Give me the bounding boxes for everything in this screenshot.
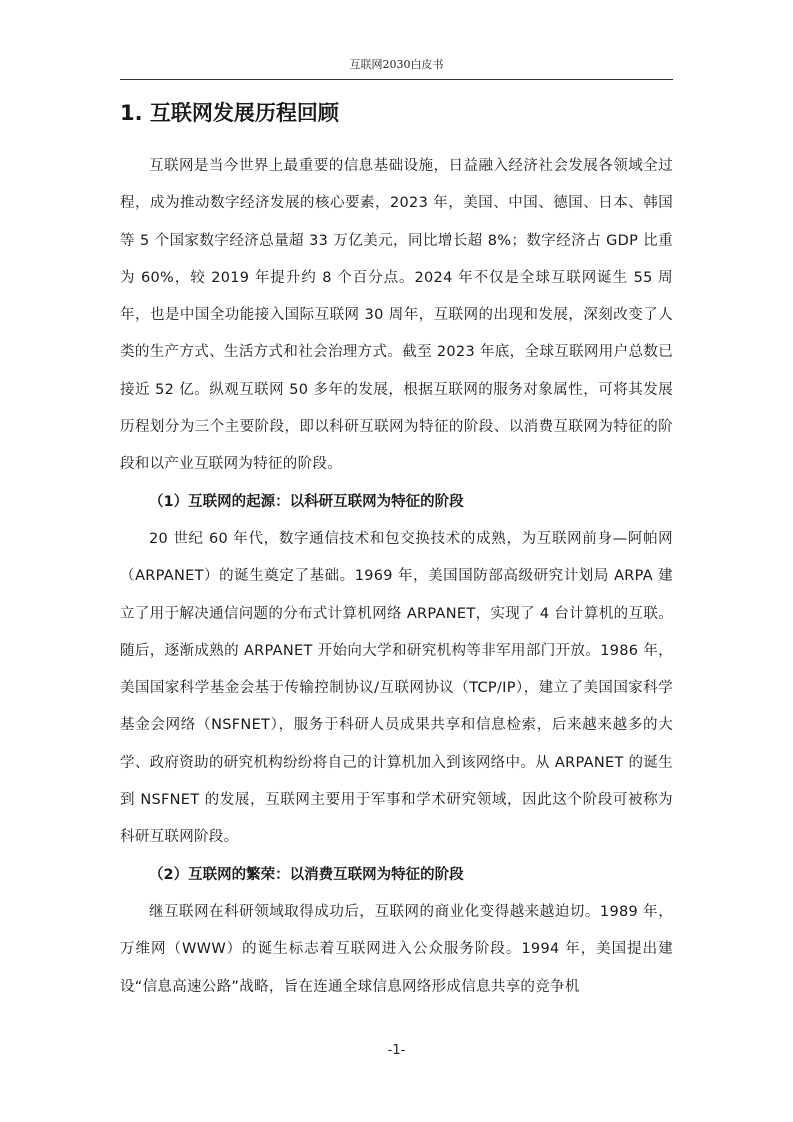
page-header: 互联网2030白皮书 bbox=[349, 58, 444, 71]
subsection-paragraph-prosperity: 继互联网在科研领域取得成功后，互联网的商业化变得越来越迫切。1989 年，万维网（WWW）的诞生标志着互联网进入公众服务阶段。1994 年，美国提出建设“信息高速公路”战略，旨在连通全球信息网络形成信息共享的竞争机 bbox=[120, 903, 673, 995]
subsection-heading-prosperity: （2）互联网的繁荣：以消费互联网为特征的阶段 bbox=[149, 866, 464, 883]
page-number: -1- bbox=[387, 1043, 406, 1058]
subsection-paragraph-origin: 20 世纪 60 年代，数字通信技术和包交换技术的成熟，为互联网前身—阿帕网（ARPANET）的诞生奠定了基础。1969 年，美国国防部高级研究计划局 ARPA 建立了用于解决通信问题的分布式计算机网络 ARPANET，实现了 4 台计算机的互联。随后，逐渐成熟的 ARPANET 开始向大学和研究机构等非军用部门开放。1986 年，美国国家科学基金会基于传输控制协议/互联网协议（TCP/IP），建立了美国国家科学基金会网络（NSFNET），服务于科研人员成果共享和信息检索，后来越来越多的大学、政府资助的研究机构纷纷将自己的计算机加入到该网络中。从 ARPANET 的诞生到 NSFNET 的发展，互联网主要用于军事和学术研究领域，因此这个阶段可被称为科研互联网阶段。 bbox=[120, 530, 673, 846]
subsection-heading-origin: （1）互联网的起源：以科研互联网为特征的阶段 bbox=[149, 493, 464, 510]
section-title: 1. 互联网发展历程回顾 bbox=[120, 101, 339, 125]
intro-paragraph: 互联网是当今世界上最重要的信息基础设施，日益融入经济社会发展各领域全过程，成为推动数字经济发展的核心要素，2023 年，美国、中国、德国、日本、韩国等 5 个国家数字经济总量超 33 万亿美元，同比增长超 8%；数字经济占 GDP 比重为 60%，较 2019 年提升约 8 个百分点。2024 年不仅是全球互联网诞生 55 周年，也是中国全功能接入国际互联网 30 周年，互联网的出现和发展，深刻改变了人类的生产方式、生活方式和社会治理方式。截至 2023 年底，全球互联网用户总数已接近 52 亿。纵观互联网 50 多年的发展，根据互联网的服务对象属性，可将其发展历程划分为三个主要阶段，即以科研互联网为特征的阶段、以消费互联网为特征的阶段和以产业互联网为特征的阶段。 bbox=[120, 158, 673, 473]
document-body bbox=[120, 96, 673, 1006]
header-divider bbox=[120, 79, 673, 80]
